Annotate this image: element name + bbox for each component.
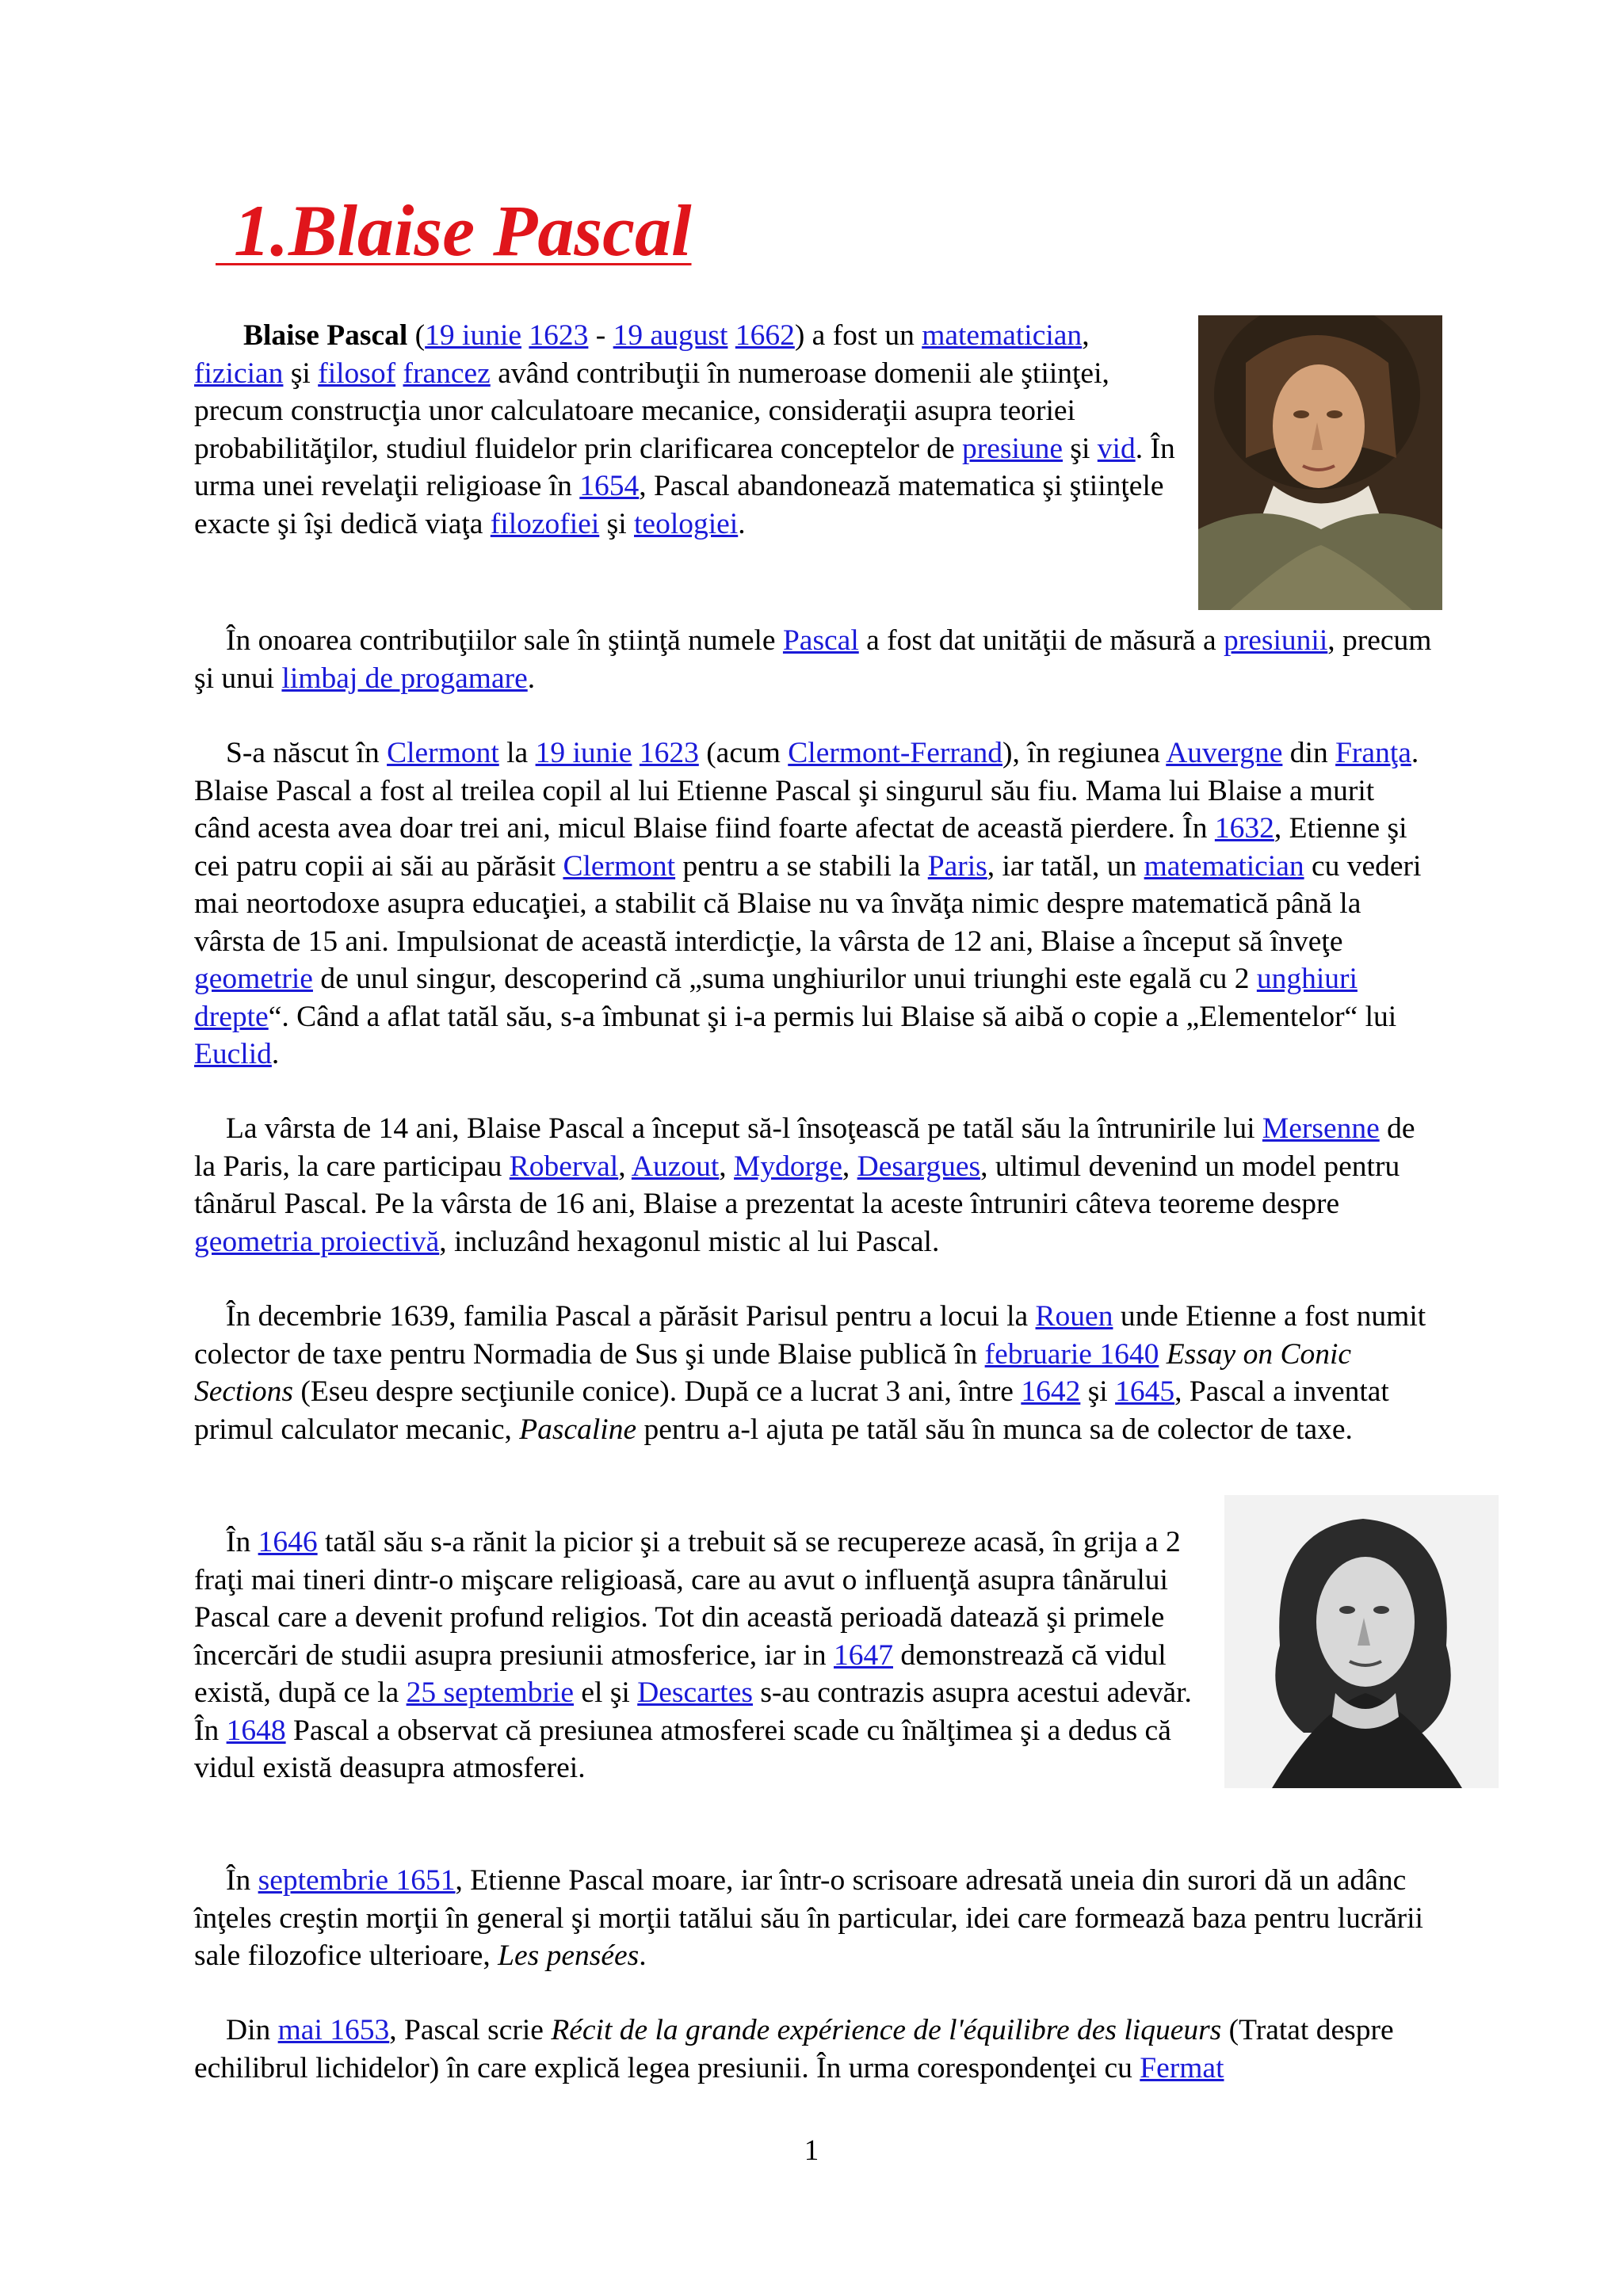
link-francez[interactable]: francez <box>403 357 491 390</box>
link-1623[interactable]: 1623 <box>529 319 589 352</box>
paragraph-mersenne: La vârsta de 14 ani, Blaise Pascal a început să-l însoţească pe tatăl său la întrunirile lui Mersenne de la Paris, la care participau Roberval, Auzout, Mydorge, Desargues, ultimul devenind un model pentru tânărul Pascal. Pe la vârsta de 16 ani, Blaise a prezentat la aceste întruniri câteva teoreme despre geometria proiectivă, incluzând hexagonul mistic al lui Pascal. <box>194 1112 1415 1258</box>
link-teologiei[interactable]: teologiei <box>634 507 739 540</box>
link-fizician[interactable]: fizician <box>194 357 284 390</box>
link-franta[interactable]: Franţa <box>1335 737 1411 769</box>
link-1642[interactable]: 1642 <box>1021 1375 1081 1408</box>
link-unghiuri-drepte[interactable]: unghiuri drepte <box>194 963 1358 1033</box>
recit-title: Récit de la grande expérience de l'équilibre des liqueurs <box>551 2014 1222 2046</box>
paragraph-1646: În 1646 tatăl său s-a rănit la picior şi a trebuit să se recupereze acasă, în grija a 2 fraţi mai tineri dintr-o mişcare religioasă, care au avut o influenţă asupra tânărului Pascal care a devenit profund religios. Tot din această perioadă datează şi primele încercări de studii asupra presiunii atmosferice, iar in 1647 demonstrează că vidul există, după ce la 25 septembrie el şi Descartes s-au contrazis asupra acestui adevăr. În 1648 Pascal a observat că presiunea atmosferei scade cu înălţimea şi a dedus că vidul există deasupra atmosferei. <box>194 1526 1192 1784</box>
link-1648[interactable]: 1648 <box>226 1714 286 1747</box>
link-geometria-proiectiva[interactable]: geometria proiectivă <box>194 1225 440 1258</box>
link-pascal[interactable]: Pascal <box>782 624 859 657</box>
link-mai-1653[interactable]: mai 1653 <box>277 2014 390 2046</box>
link-1632[interactable]: 1632 <box>1214 812 1274 845</box>
link-rouen[interactable]: Rouen <box>1035 1300 1113 1333</box>
link-vid[interactable]: vid <box>1097 432 1136 465</box>
link-auzout[interactable]: Auzout <box>631 1150 720 1183</box>
page-title: 1.Blaise Pascal <box>216 190 692 271</box>
link-roberval[interactable]: Roberval <box>509 1150 619 1183</box>
link-fermat[interactable]: Fermat <box>1140 2051 1224 2084</box>
link-februarie-1640[interactable]: februarie 1640 <box>984 1337 1159 1371</box>
link-25-septembrie[interactable]: 25 septembrie <box>406 1676 574 1709</box>
link-euclid[interactable]: Euclid <box>194 1038 272 1070</box>
link-filosof[interactable]: filosof <box>318 357 396 390</box>
link-limbaj-de-programare[interactable]: limbaj de progamare <box>281 662 528 695</box>
link-1623-2[interactable]: 1623 <box>639 737 699 769</box>
link-1647[interactable]: 1647 <box>833 1638 893 1672</box>
link-matematician[interactable]: matematician <box>922 319 1083 352</box>
link-19-iunie[interactable]: 19 iunie <box>425 319 522 352</box>
paragraph-honor: În onoarea contribuţiilor sale în ştiinţă numele Pascal a fost dat unităţii de măsură a presiunii, precum şi unui limbaj de progamare. <box>194 624 1432 695</box>
link-1646[interactable]: 1646 <box>258 1526 318 1558</box>
paragraph-1653: Din mai 1653, Pascal scrie Récit de la grande expérience de l'équilibre des liqueurs (Tratat despre echilibrul lichidelor) în care explică legea presiunii. În urma corespondenţei cu Fermat <box>194 2014 1394 2084</box>
link-clermont-2[interactable]: Clermont <box>563 849 676 883</box>
link-filozofiei[interactable]: filozofiei <box>490 507 600 540</box>
link-mersenne[interactable]: Mersenne <box>1262 1112 1380 1145</box>
link-presiunii[interactable]: presiunii <box>1224 624 1328 657</box>
link-1662[interactable]: 1662 <box>735 319 795 352</box>
blaise-pascal-engraving-portrait <box>1224 1495 1499 1788</box>
paragraph-rouen: În decembrie 1639, familia Pascal a părăsit Parisul pentru a locui la Rouen unde Etienne a fost numit colector de taxe pentru Normadia de Sus şi unde Blaise publică în februarie 1640 Essay on Conic Sections (Eseu despre secţiunile conice). După ce a lucrat 3 ani, între 1642 şi 1645, Pascal a inventat primul calculator mecanic, Pascaline pentru a-l ajuta pe tatăl său în munca sa de colector de taxe. <box>194 1300 1426 1446</box>
link-septembrie-1651[interactable]: septembrie 1651 <box>258 1864 456 1897</box>
blaise-pascal-portrait-painting <box>1198 315 1442 610</box>
link-19-iunie-2[interactable]: 19 iunie <box>535 737 632 769</box>
essay-title: Essay on Conic Sections <box>194 1337 1352 1408</box>
paragraph-1651: În septembrie 1651, Etienne Pascal moare, iar într-o scrisoare adresată uneia din surori dă un adânc înţeles creştin morţii în general şi morţii tatălui său în particular, idei care formează baza pentru lucrării sale filozofice ulterioare, Les pensées. <box>194 1864 1423 1972</box>
bold-name: Blaise Pascal <box>243 319 408 352</box>
link-desargues[interactable]: Desargues <box>857 1150 981 1183</box>
link-clermont[interactable]: Clermont <box>387 737 499 769</box>
paragraph-intro: Blaise Pascal (19 iunie 1623 - 19 august 1662) a fost un matematician, fizician şi filosof francez având contribuţii în numeroase domenii ale ştiinţei, precum construcţia unor calculatoare mecanice, consideraţii asupra teoriei probabilităţilor, studiul fluidelor prin clarificarea conceptelor de presiune şi vid. În urma unei revelaţii religioase în 1654, Pascal abandonează matematica şi ştiinţele exacte şi îşi dedică viaţa filozofiei şi teologiei. <box>194 319 1175 540</box>
link-auvergne[interactable]: Auvergne <box>1166 737 1283 769</box>
link-1645[interactable]: 1645 <box>1115 1375 1175 1408</box>
pascaline-title: Pascaline <box>519 1413 637 1446</box>
link-geometrie[interactable]: geometrie <box>194 963 313 995</box>
link-1654[interactable]: 1654 <box>579 470 640 502</box>
link-descartes[interactable]: Descartes <box>637 1676 753 1709</box>
paragraph-birth: S-a născut în Clermont la 19 iunie 1623 (acum Clermont-Ferrand), în regiunea Auvergne din Franţa. Blaise Pascal a fost al treilea copil al lui Etienne Pascal şi singurul său fiu. Mama lui Blaise a murit când acesta avea doar trei ani, micul Blaise fiind foarte afectat de această pierdere. În 1632, Etienne şi cei patru copii ai săi au părăsit Clermont pentru a se stabili la Paris, iar tatăl, un matematician cu vederi mai neortodoxe asupra educaţiei, a stabilit că Blaise nu va învăţa nimic despre matematică până la vârsta de 15 ani. Impulsionat de această interdicţie, la vârsta de 12 ani, Blaise a început să înveţe geometrie de unul singur, descoperind că „suma unghiurilor unui triunghi este egală cu 2 unghiuri drepte“. Când a aflat tatăl său, s-a îmbunat şi i-a permis lui Blaise să aibă o copie a „Elementelor“ lui Euclid. <box>194 737 1422 1070</box>
link-mydorge[interactable]: Mydorge <box>734 1150 842 1183</box>
link-clermont-ferrand[interactable]: Clermont-Ferrand <box>788 737 1003 769</box>
les-pensees-title: Les pensées <box>498 1939 640 1972</box>
link-presiune[interactable]: presiune <box>961 432 1064 465</box>
link-paris[interactable]: Paris <box>927 849 987 883</box>
link-19-august[interactable]: 19 august <box>613 319 728 352</box>
page-number: 1 <box>804 2134 819 2167</box>
link-matematician-2[interactable]: matematician <box>1144 849 1304 883</box>
